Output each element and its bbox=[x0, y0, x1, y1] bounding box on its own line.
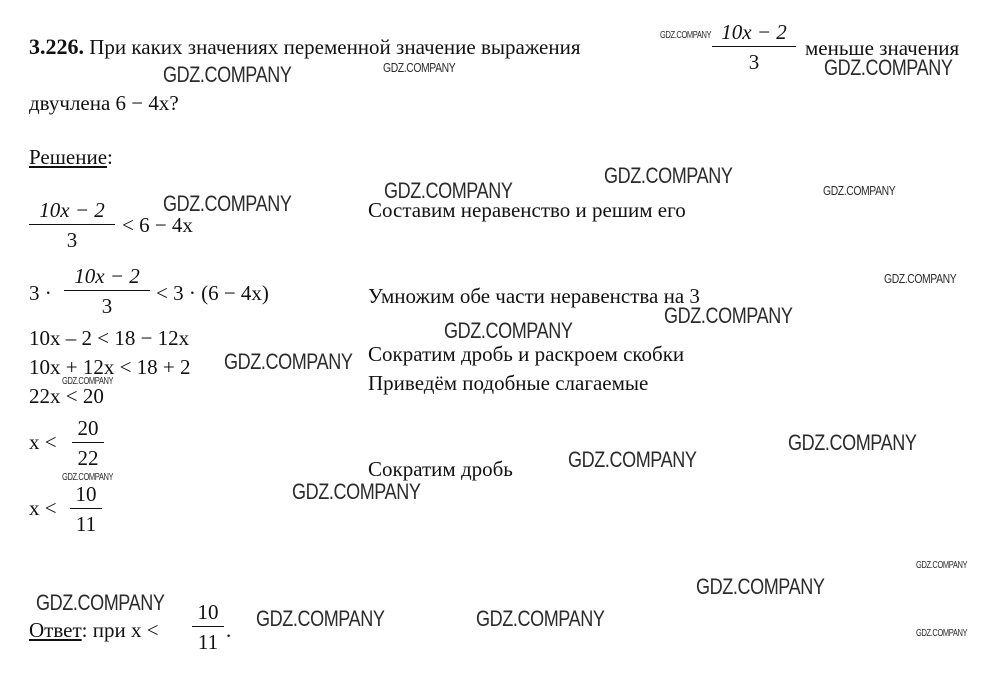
problem-statement-line1 bbox=[29, 36, 581, 58]
solution-label bbox=[29, 147, 113, 168]
step2-comment: Умножим обе части неравенства на 3 bbox=[368, 284, 700, 308]
watermark: GDZ.COMPANY bbox=[568, 447, 697, 472]
step1-denominator: 3 bbox=[66, 228, 78, 252]
step1-fraction bbox=[29, 200, 115, 251]
solution-label-colon: : bbox=[107, 145, 113, 169]
watermark: GDZ.COMPANY bbox=[384, 178, 513, 203]
watermark: GDZ.COMPANY bbox=[383, 60, 456, 75]
step2-numerator: 10x − 2 bbox=[74, 264, 140, 288]
step6-comment: Сократим дробь bbox=[368, 457, 513, 481]
step6-prefix: x < bbox=[29, 430, 57, 454]
step1-numerator: 10x − 2 bbox=[39, 198, 105, 222]
watermark: GDZ.COMPANY bbox=[604, 163, 733, 188]
step2-inequality-rest: < 3 · (6 − 4x) bbox=[156, 281, 269, 305]
watermark: GDZ.COMPANY bbox=[36, 590, 165, 615]
watermark: GDZ.COMPANY bbox=[660, 30, 712, 41]
watermark: GDZ.COMPANY bbox=[444, 318, 573, 343]
problem-expr-denominator: 3 bbox=[748, 50, 760, 74]
watermark: GDZ.COMPANY bbox=[824, 55, 953, 80]
watermark: GDZ.COMPANY bbox=[476, 606, 605, 631]
step6-numerator: 20 bbox=[77, 416, 99, 440]
problem-text-part1: При каких значениях переменной значение выражения bbox=[89, 35, 581, 59]
watermark: GDZ.COMPANY bbox=[292, 479, 421, 504]
step4-line: 10x + 12x < 18 + 2 bbox=[29, 355, 191, 379]
watermark: GDZ.COMPANY bbox=[884, 271, 957, 286]
step7-denominator: 11 bbox=[75, 512, 97, 536]
watermark: GDZ.COMPANY bbox=[256, 606, 385, 631]
problem-expression-fraction bbox=[712, 22, 796, 73]
step3-line: 10x – 2 < 18 − 12x bbox=[29, 326, 190, 350]
problem-number: 3.226. bbox=[29, 34, 84, 59]
watermark: GDZ.COMPANY bbox=[163, 62, 292, 87]
step2-fraction bbox=[64, 266, 150, 317]
solution-label-text: Решение bbox=[29, 145, 108, 169]
watermark: GDZ.COMPANY bbox=[62, 376, 114, 387]
step2-denominator: 3 bbox=[101, 294, 113, 318]
step3-comment: Сократим дробь и раскроем скобки bbox=[368, 342, 685, 366]
watermark: GDZ.COMPANY bbox=[916, 560, 968, 571]
watermark: GDZ.COMPANY bbox=[664, 303, 793, 328]
step6-denominator: 22 bbox=[77, 446, 99, 470]
answer-text: : при x < bbox=[81, 618, 159, 642]
problem-text-part2: меньше значения bbox=[805, 36, 960, 60]
step2-prefix: 3 · bbox=[29, 281, 52, 305]
step7-fraction bbox=[70, 484, 102, 535]
answer-fraction bbox=[192, 602, 224, 653]
step1-inequality-rest: < 6 − 4x bbox=[122, 213, 193, 237]
watermark: GDZ.COMPANY bbox=[62, 472, 114, 483]
problem-expr-numerator: 10x − 2 bbox=[721, 20, 787, 44]
step4-comment: Приведём подобные слагаемые bbox=[368, 371, 649, 395]
watermark: GDZ.COMPANY bbox=[823, 183, 896, 198]
step1-comment: Составим неравенство и решим его bbox=[368, 198, 686, 222]
watermark: GDZ.COMPANY bbox=[696, 574, 825, 599]
step6-fraction bbox=[72, 418, 104, 469]
answer-line bbox=[29, 620, 159, 641]
answer-denominator: 11 bbox=[197, 630, 219, 654]
step7-prefix: x < bbox=[29, 496, 57, 520]
step7-numerator: 10 bbox=[75, 482, 97, 506]
watermark: GDZ.COMPANY bbox=[163, 191, 292, 216]
watermark: GDZ.COMPANY bbox=[224, 349, 353, 374]
watermark: GDZ.COMPANY bbox=[788, 430, 917, 455]
answer-period: . bbox=[226, 618, 232, 642]
answer-label: Ответ bbox=[29, 618, 82, 642]
step5-line: 22x < 20 bbox=[29, 384, 104, 408]
answer-numerator: 10 bbox=[197, 600, 219, 624]
problem-statement-line2: двучлена 6 − 4x? bbox=[29, 91, 179, 115]
watermark: GDZ.COMPANY bbox=[916, 628, 968, 639]
